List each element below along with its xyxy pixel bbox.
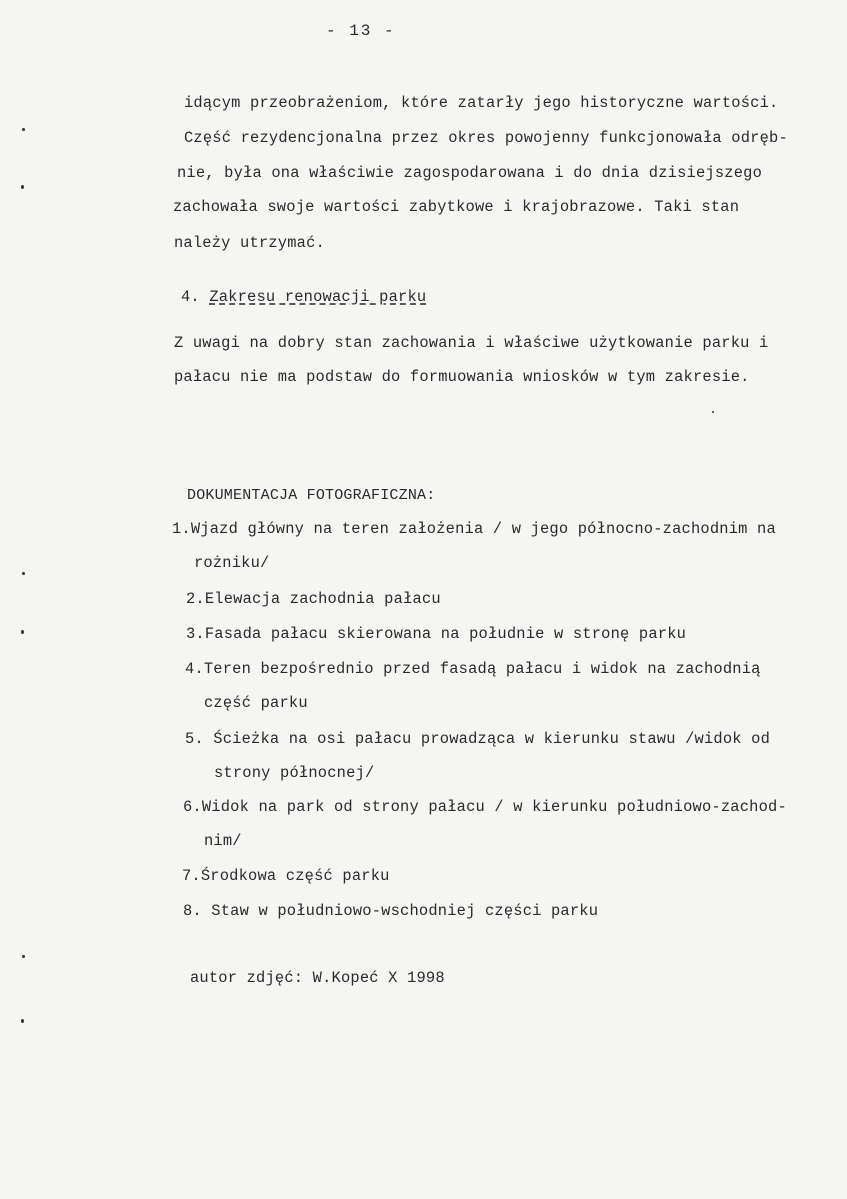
list-item: 2.Elewacja zachodnia pałacu (186, 590, 441, 608)
list-item: nim/ (204, 832, 242, 850)
photo-author: autor zdjęć: W.Kopeć X 1998 (190, 969, 445, 987)
list-item: część parku (204, 694, 308, 712)
photo-doc-heading: DOKUMENTACJA FOTOGRAFICZNA: (187, 487, 436, 504)
scan-speck (21, 185, 24, 189)
section-text-line: Z uwagi na dobry stan zachowania i właściwe użytkowanie parku i (174, 334, 769, 352)
scan-speck (22, 955, 25, 958)
list-item: 3.Fasada pałacu skierowana na południe w stronę parku (186, 625, 687, 643)
list-item: rożniku/ (194, 554, 270, 572)
scan-speck (712, 411, 714, 413)
section-number: 4. (181, 288, 200, 306)
scan-speck (21, 1019, 24, 1023)
paragraph-line: zachowała swoje wartości zabytkowe i krajobrazowe. Taki stan (173, 198, 740, 216)
list-item: 6.Widok na park od strony pałacu / w kierunku południowo-zachod- (183, 798, 787, 816)
paragraph-line: nie, była ona właściwie zagospodarowana i do dnia dzisiejszego (177, 164, 763, 182)
section-4-heading (181, 290, 426, 305)
scan-speck (22, 128, 25, 131)
list-item: 1.Wjazd główny na teren założenia / w jego północno-zachodnim na (172, 520, 776, 538)
section-text-line: pałacu nie ma podstaw do formuowania wniosków w tym zakresie. (174, 368, 750, 386)
section-title: Zakresu renowacji parku (209, 288, 427, 306)
list-item: 7.Środkowa część parku (182, 867, 390, 885)
scan-speck (22, 572, 25, 575)
list-item: strony północnej/ (214, 764, 375, 782)
paragraph-line: Część rezydencjonalna przez okres powojenny funkcjonowała odręb- (184, 129, 788, 147)
paragraph-line: należy utrzymać. (174, 234, 325, 252)
list-item: 4.Teren bezpośrednio przed fasadą pałacu i widok na zachodnią (185, 660, 761, 678)
paragraph-line: idącym przeobrażeniom, które zatarły jego historyczne wartości. (184, 94, 779, 112)
list-item: 5. Ścieżka na osi pałacu prowadząca w kierunku stawu /widok od (185, 730, 771, 748)
page-number: - 13 - (326, 22, 396, 40)
scan-speck (21, 630, 24, 634)
list-item: 8. Staw w południowo-wschodniej części parku (183, 902, 599, 920)
